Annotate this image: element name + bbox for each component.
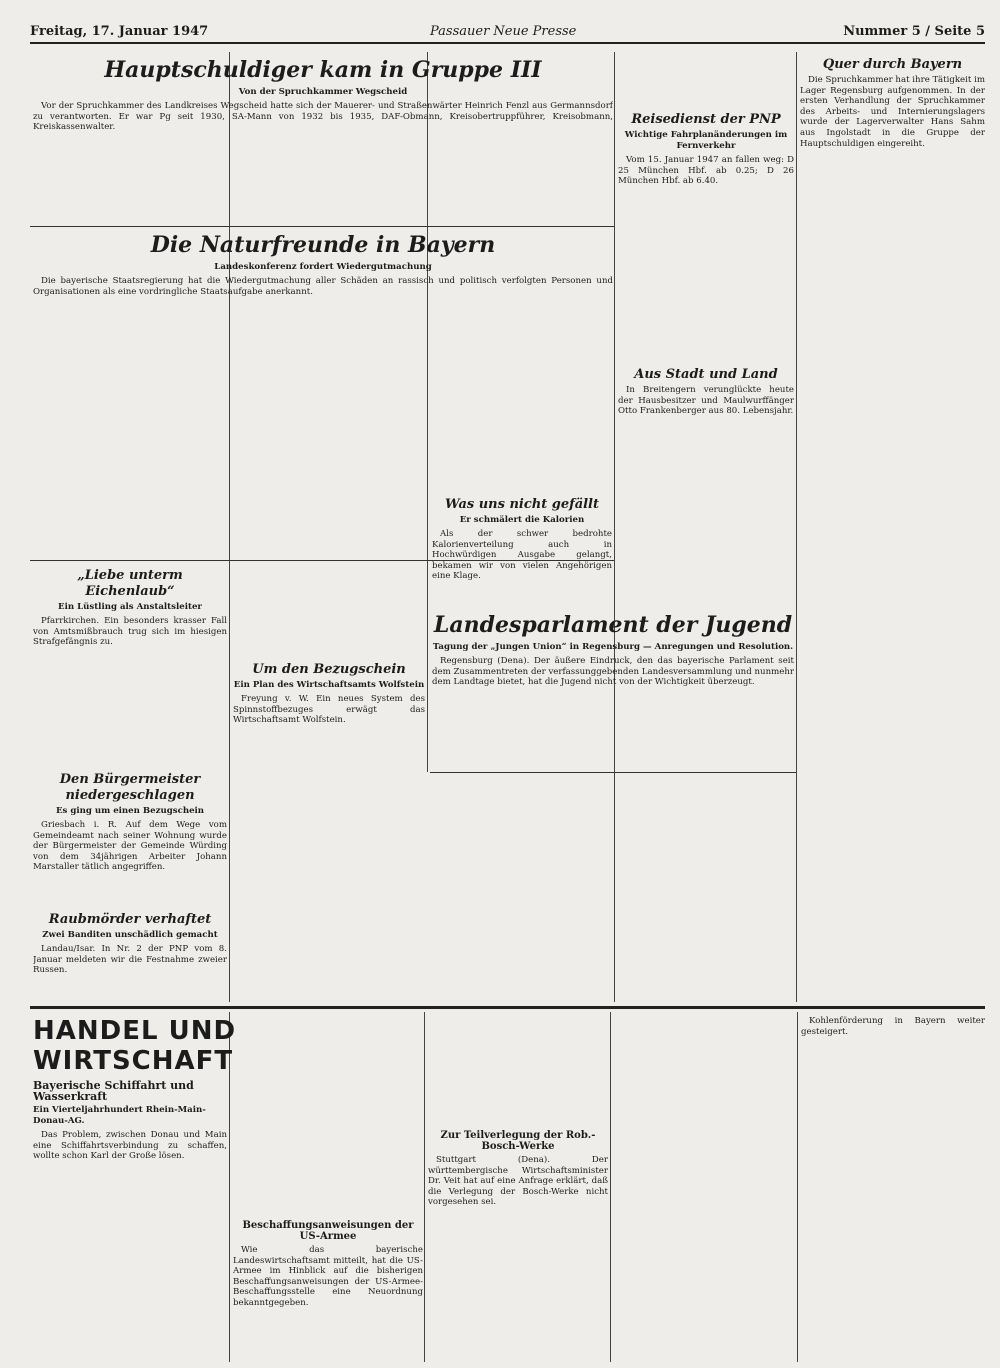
article-wirtschaft-notes (801, 1016, 985, 1362)
headline: Beschaffungsanweisungen der US-Armee (242, 1220, 414, 1242)
subheadline: Wichtige Fahrplanänderungen im Fernverkehr (624, 130, 788, 151)
subheadline: Landeskonferenz fordert Wiedergutmachung (214, 262, 432, 272)
article-lead: Pfarrkirchen. Ein besonders krasser Fall von Amtsmißbrauch trug sich im hiesigen Strafgefängnis zu. (33, 616, 227, 648)
header-page-number: Nummer 5 / Seite 5 (843, 24, 985, 39)
headline: Landesparlament der Jugend (433, 612, 793, 638)
article-lead: Das Problem, zwischen Donau und Main eine Schiffahrtsverbindung zu schaffen, wollte schon Karl der Große lösen. (33, 1130, 227, 1162)
article-lead: Griesbach i. R. Auf dem Wege vom Gemeindeamt nach seiner Wohnung wurde der Bürgermeister der Gemeinde Würding von dem 34jährigen Arbeiter Johann Marstaller tätlich angegriffen. (33, 820, 227, 873)
headline: Bayerische Schiffahrt und Wasserkraft (33, 1080, 194, 1103)
article-buergermeister (33, 770, 227, 890)
article-nichtgefaellt (432, 495, 612, 605)
column-rule (796, 52, 797, 1002)
article-bosch (428, 1130, 608, 1220)
headline: Hauptschuldiger kam in Gruppe III (104, 57, 542, 83)
subheadline: Ein Plan des Wirtschaftsamts Wolfstein (233, 680, 425, 690)
article-lead: Wie das bayerische Landeswirtschaftsamt mitteilt, hat die US-Armee im Hinblick auf die bisherigen Beschaffungsanweisungen der US-Armee-Beschaffungsstelle eine Neuordnung bekanntgegeben. (233, 1245, 423, 1308)
headline: Aus Stadt und Land (634, 367, 778, 382)
article-lead: Vor der Spruchkammer des Landkreises Wegscheid hatte sich der Mauerer- und Straßenwärter Heinrich Fenzl aus Germannsdorf zu verantworten. Er war Pg seit 1930, SA-Mann von 1932 bis 1935, DAF-Obmann, Kreisobertruppführer, Kreisobmann, Kreiskassenwalter. (33, 101, 613, 133)
page-header (30, 20, 985, 44)
article-schiffahrt (33, 1080, 227, 1362)
subheadline: Zwei Banditen unschädlich gemacht (42, 930, 218, 940)
article-lead: Die bayerische Staatsregierung hat die Wiedergutmachung aller Schäden an rassisch und politisch verfolgten Personen und Organisationen als eine vordringliche Staatsaufgabe anerkannt. (33, 276, 613, 297)
article-lead: Als der schwer bedrohte Kalorienverteilung auch in Hochwürdigen Ausgabe gelangt, bekamen wir von vielen Angehörigen eine Klage. (432, 529, 612, 582)
article-eichenlaub (33, 566, 227, 766)
subheadline: Tagung der „Jungen Union“ in Regensburg — Anregungen und Resolution. (432, 642, 794, 652)
article-lead: Landau/Isar. In Nr. 2 der PNP vom 8. Januar meldeten wir die Festnahme zweier Russen. (33, 944, 227, 976)
header-paper-name: Passauer Neue Presse (430, 24, 577, 39)
article-raubmoerder (33, 910, 227, 1002)
column-rule (797, 1012, 798, 1362)
headline: „Liebe unterm Eichenlaub“ (77, 568, 183, 599)
column-rule (610, 1012, 611, 1362)
headline: Raubmörder verhaftet (48, 912, 212, 927)
headline: Den Bürgermeister niedergeschlagen (59, 772, 201, 803)
subheadline: Ein Lüstling als Anstaltsleiter (58, 602, 202, 612)
header-date: Freitag, 17. Januar 1947 (30, 24, 209, 39)
section-divider (30, 226, 614, 227)
article-quer-durch-bayern (800, 55, 985, 1000)
headline: Reisedienst der PNP (631, 112, 781, 127)
subheadline: Es ging um einen Bezugschein (55, 806, 205, 816)
article-lead: Freyung v. W. Ein neues System des Spinnstoffbezuges erwägt das Wirtschaftsamt Wolfstein. (233, 694, 425, 726)
headline: Um den Bezugschein (252, 662, 406, 677)
article-lead: Vom 15. Januar 1947 an fallen weg: D 25 München Hbf. ab 0.25; D 26 München Hbf. ab 6.40. (618, 155, 794, 187)
section-title-handel: HANDEL UND WIRTSCHAFT (33, 1016, 237, 1076)
subheadline: Er schmälert die Kalorien (459, 515, 585, 525)
article-stadtland (618, 365, 794, 585)
article-reisedienst (618, 110, 794, 360)
article-lead: Stuttgart (Dena). Der württembergische Wirtschaftsminister Dr. Veit hat auf eine Anfrage erklärt, daß die Verlegung der Bosch-Werke nicht vorgesehen sei. (428, 1155, 608, 1208)
headline: Die Naturfreunde in Bayern (150, 232, 496, 258)
headline: Quer durch Bayern (822, 57, 963, 72)
column-rule (424, 1012, 425, 1362)
subheadline: Ein Vierteljahrhundert Rhein-Main-Donau-AG. (33, 1105, 206, 1126)
article-us-armee (233, 1220, 423, 1362)
article-lead: Regensburg (Dena). Der äußere Eindruck, den das bayerische Parlament seit dem Zusammentreten der verfassunggebenden Landesversammlung und nunmehr dem Landtage bietet, hat die Jugend nicht von der Wichtigkeit überzeugt. (432, 656, 794, 688)
article-bezugschein (233, 660, 425, 768)
headline: Was uns nicht gefällt (444, 497, 600, 512)
article-lead: Kohlenförderung in Bayern weiter gesteigert. (801, 1016, 985, 1037)
headline: Zur Teilverlegung der Rob.-Bosch-Werke (440, 1130, 596, 1152)
article-hauptschuldiger (33, 55, 613, 223)
section-rule (30, 1006, 985, 1009)
article-lead: Die Spruchkammer hat ihre Tätigkeit im Lager Regensburg aufgenommen. In der ersten Verhandlung der Spruchkammer des Arbeits- und Internierungslagers wurde der Lagerverwalter Hans Sahm aus Ingolstadt in die Gruppe der Hauptschuldigen eingereiht. (800, 75, 985, 149)
article-landesparlament (432, 610, 794, 1004)
article-lead: In Breitengern verunglückte heute der Hausbesitzer und Maulwurffänger Otto Frankenberger aus 80. Lebensjahr. (618, 385, 794, 417)
subheadline: Von der Spruchkammer Wegscheid (238, 87, 408, 97)
